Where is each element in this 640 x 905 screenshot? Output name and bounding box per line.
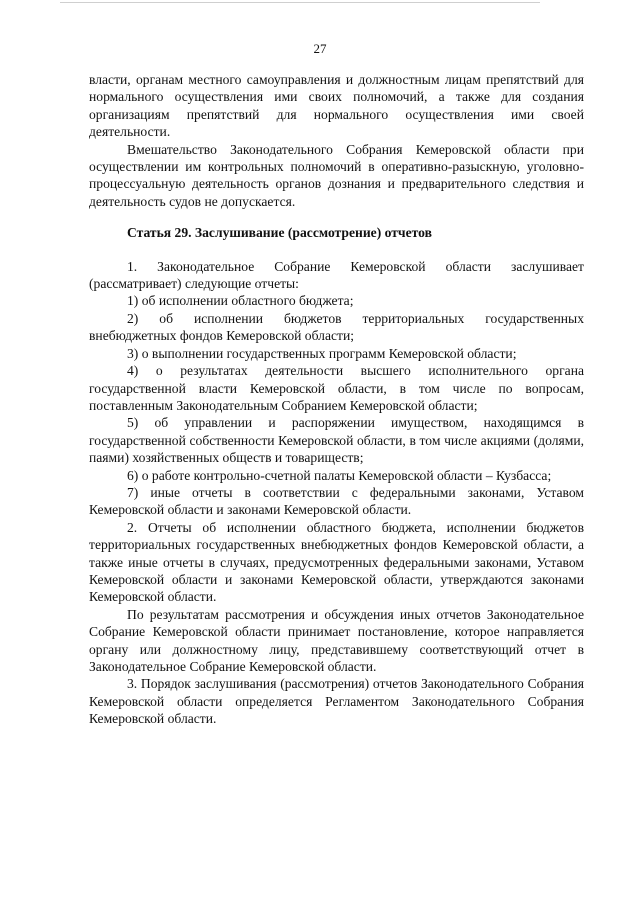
list-item-7: 7) иные отчеты в соответствии с федеральными законами, Уставом Кемеровской области и законами Кемеровской области. <box>89 484 584 518</box>
list-item-3: 3) о выполнении государственных программ Кемеровской области; <box>127 345 517 361</box>
list-item-2: 2) об исполнении бюджетов территориальных государственных внебюджетных фондов Кемеровской области; <box>89 310 584 344</box>
list-item-1: 1) об исполнении областного бюджета; <box>127 293 354 309</box>
paragraph-intro: власти, органам местного самоуправления и должностным лицам препятствий для нормального осуществления ими своих полномочий, а также для создания организациям препятствий для нормального осуществления ими своей деятельности. <box>89 72 584 140</box>
document-body <box>89 71 584 728</box>
list-item-6: 6) о работе контрольно-счетной палаты Кемеровской области – Кузбасса; <box>127 467 552 483</box>
article-part-2-continuation: По результатам рассмотрения и обсуждения иных отчетов Законодательное Собрание Кемеровской области принимает постановление, которое направляется органу или должностному лицу, представившему соответствующий отчет в Законодательное Собрание Кемеровской области. <box>89 606 584 674</box>
list-item-5: 5) об управлении и распоряжении имуществом, находящимся в государственной собственности Кемеровской области, в том числе акциями (долями, паями) хозяйственных обществ и товариществ; <box>89 415 584 466</box>
article-part-2: 2. Отчеты об исполнении областного бюджета, исполнении бюджетов территориальных государственных внебюджетных фондов Кемеровской области, а также иные отчеты в случаях, предусмотренных федеральными законами, Уставом Кемеровской области и законами Кемеровской области, утверждаются законами Кемеровской области. <box>89 519 584 605</box>
page-number: 27 <box>313 41 327 56</box>
article-part-1-lead: 1. Законодательное Собрание Кемеровской области заслушивает (рассматривает) следующие отчеты: <box>89 258 584 292</box>
scan-edge-line <box>60 2 540 3</box>
list-item-4: 4) о результатах деятельности высшего исполнительного органа государственной власти Кемеровской области, в том числе по вопросам, поставленным Законодательным Собранием Кемеровской области; <box>89 363 584 413</box>
article-title: Статья 29. Заслушивание (рассмотрение) отчетов <box>127 225 432 241</box>
paragraph-interference: Вмешательство Законодательного Собрания Кемеровской области при осуществлении им контрольных полномочий в оперативно-разыскную, уголовно-процессуальную деятельность органов дознания и предварительного следствия и деятельность судов не допускается. <box>89 141 584 209</box>
article-part-3: 3. Порядок заслушивания (рассмотрения) отчетов Законодательного Собрания Кемеровской области определяется Регламентом Законодательного Собрания Кемеровской области. <box>89 676 584 727</box>
